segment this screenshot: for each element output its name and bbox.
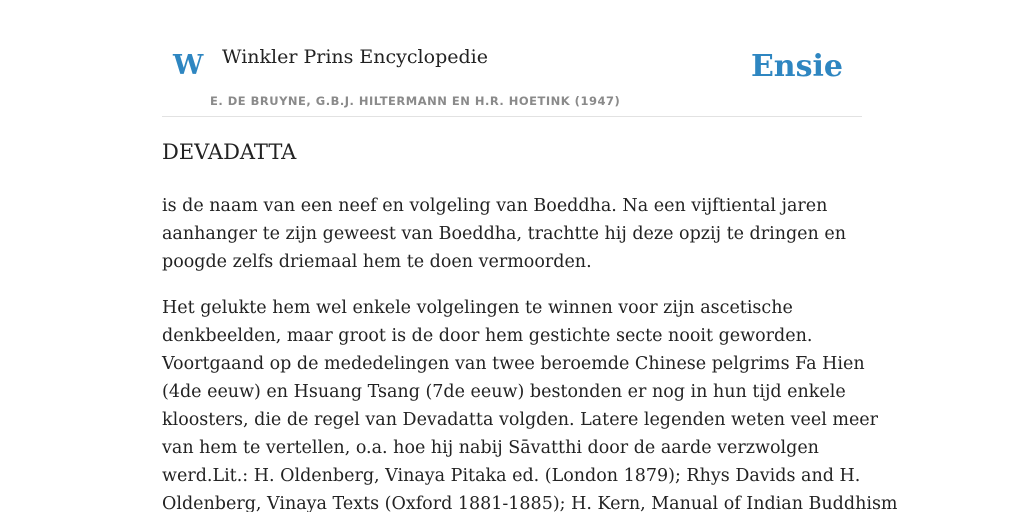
encyclopedia-logo[interactable]: W [173,50,204,81]
article-body [162,192,898,512]
encyclopedia-title[interactable]: Winkler Prins Encyclopedie [222,46,488,68]
article-paragraph [162,192,862,276]
encyclopedia-authors: E. DE BRUYNE, G.B.J. HILTERMANN EN H.R. HOETINK (1947) [210,94,621,108]
text-line: (4de eeuw) en Hsuang Tsang (7de eeuw) bestonden er nog in hun tijd enkele [162,382,846,402]
text-line: aanhanger te zijn geweest van Boeddha, trachtte hij deze opzij te dringen en [162,224,846,244]
text-line: denkbeelden, maar groot is de door hem gestichte secte nooit geworden. [162,326,813,346]
site-header [162,0,862,117]
text-line: Voortgaand op de mededelingen van twee beroemde Chinese pelgrims Fa Hien [162,354,865,374]
article-paragraph [162,294,898,512]
text-line: Oldenberg, Vinaya Texts (Oxford 1881-1885); H. Kern, Manual of Indian Buddhism [162,494,898,512]
text-line: poogde zelfs driemaal hem te doen vermoorden. [162,252,592,272]
article-title: DEVADATTA [162,140,297,164]
text-line: werd.Lit.: H. Oldenberg, Vinaya Pitaka ed. (London 1879); Rhys Davids and H. [162,466,861,486]
text-line: Het gelukte hem wel enkele volgelingen te winnen voor zijn ascetische [162,298,793,318]
ensie-brand-logo[interactable]: Ensie [750,49,843,84]
text-line: van hem te vertellen, o.a. hoe hij nabij Sāvatthi door de aarde verzwolgen [162,438,819,458]
text-line: kloosters, die de regel van Devadatta volgden. Latere legenden weten veel meer [162,410,879,430]
text-line: is de naam van een neef en volgeling van Boeddha. Na een vijftiental jaren [162,196,828,216]
